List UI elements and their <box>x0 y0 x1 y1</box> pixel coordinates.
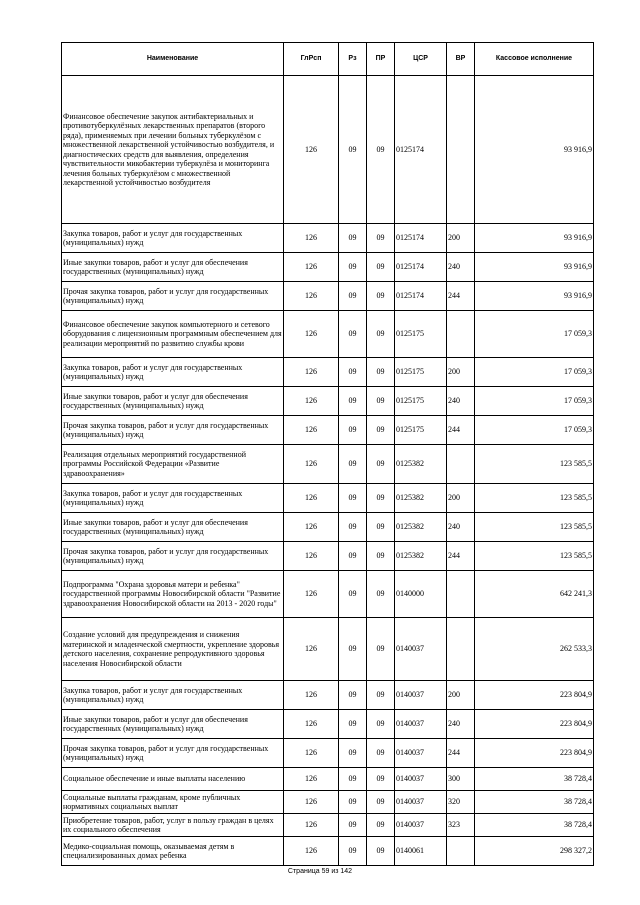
header-name: Наименование <box>62 43 284 76</box>
row-vr: 200 <box>447 484 475 513</box>
row-glrsp: 126 <box>284 358 339 387</box>
table-body <box>62 76 594 866</box>
row-name: Социальное обеспечение и иные выплаты населению <box>62 768 284 791</box>
table-row <box>62 484 594 513</box>
row-rz: 09 <box>339 681 367 710</box>
row-amount: 223 804,9 <box>475 681 594 710</box>
row-vr: 200 <box>447 681 475 710</box>
row-csr: 0140037 <box>395 739 447 768</box>
row-amount: 17 059,3 <box>475 311 594 358</box>
row-pr: 09 <box>367 513 395 542</box>
table-row <box>62 837 594 866</box>
row-csr: 0140037 <box>395 791 447 814</box>
row-amount: 123 585,5 <box>475 513 594 542</box>
row-glrsp: 126 <box>284 416 339 445</box>
row-csr: 0125382 <box>395 513 447 542</box>
row-amount: 38 728,4 <box>475 814 594 837</box>
table-header-row <box>62 43 594 76</box>
row-amount: 123 585,5 <box>475 445 594 484</box>
row-glrsp: 126 <box>284 542 339 571</box>
row-name: Прочая закупка товаров, работ и услуг для государственных (муниципальных) нужд <box>62 416 284 445</box>
row-vr <box>447 445 475 484</box>
row-vr: 240 <box>447 710 475 739</box>
row-name: Иные закупки товаров, работ и услуг для обеспечения государственных (муниципальных) нужд <box>62 513 284 542</box>
row-pr: 09 <box>367 387 395 416</box>
row-amount: 93 916,9 <box>475 76 594 224</box>
row-glrsp: 126 <box>284 837 339 866</box>
row-amount: 123 585,5 <box>475 542 594 571</box>
row-rz: 09 <box>339 542 367 571</box>
row-vr <box>447 76 475 224</box>
row-glrsp: 126 <box>284 224 339 253</box>
row-csr: 0125175 <box>395 358 447 387</box>
table-row <box>62 253 594 282</box>
row-glrsp: 126 <box>284 282 339 311</box>
row-rz: 09 <box>339 739 367 768</box>
row-glrsp: 126 <box>284 710 339 739</box>
row-glrsp: 126 <box>284 791 339 814</box>
row-rz: 09 <box>339 445 367 484</box>
row-name: Иные закупки товаров, работ и услуг для обеспечения государственных (муниципальных) нужд <box>62 387 284 416</box>
table-row <box>62 571 594 618</box>
row-rz: 09 <box>339 710 367 739</box>
row-pr: 09 <box>367 814 395 837</box>
row-rz: 09 <box>339 358 367 387</box>
row-csr: 0125382 <box>395 484 447 513</box>
table-row <box>62 791 594 814</box>
row-csr: 0140037 <box>395 681 447 710</box>
row-csr: 0140037 <box>395 618 447 681</box>
row-name: Социальные выплаты гражданам, кроме публичных нормативных социальных выплат <box>62 791 284 814</box>
row-vr: 244 <box>447 416 475 445</box>
page-number: Страница 59 из 142 <box>287 868 353 875</box>
row-amount: 93 916,9 <box>475 253 594 282</box>
row-vr: 320 <box>447 791 475 814</box>
row-csr: 0125174 <box>395 224 447 253</box>
row-name: Закупка товаров, работ и услуг для государственных (муниципальных) нужд <box>62 681 284 710</box>
row-vr <box>447 618 475 681</box>
row-amount: 17 059,3 <box>475 387 594 416</box>
row-glrsp: 126 <box>284 768 339 791</box>
row-pr: 09 <box>367 311 395 358</box>
row-vr: 244 <box>447 282 475 311</box>
row-vr: 244 <box>447 542 475 571</box>
row-amount: 38 728,4 <box>475 768 594 791</box>
row-pr: 09 <box>367 710 395 739</box>
row-csr: 0125382 <box>395 445 447 484</box>
table-row <box>62 282 594 311</box>
row-rz: 09 <box>339 224 367 253</box>
row-glrsp: 126 <box>284 76 339 224</box>
row-rz: 09 <box>339 618 367 681</box>
row-pr: 09 <box>367 681 395 710</box>
budget-table <box>61 42 594 866</box>
row-amount: 262 533,3 <box>475 618 594 681</box>
table-row <box>62 224 594 253</box>
row-amount: 93 916,9 <box>475 224 594 253</box>
row-name: Медико-социальная помощь, оказываемая детям в специализированных домах ребенка <box>62 837 284 866</box>
row-csr: 0125174 <box>395 282 447 311</box>
row-vr: 240 <box>447 253 475 282</box>
row-csr: 0125175 <box>395 311 447 358</box>
row-name: Создание условий для предупреждения и снижения материнской и младенческой смертности, укрепление здоровья детского населения, сохранение репродуктивного здоровья населения Новосибирской области <box>62 618 284 681</box>
row-glrsp: 126 <box>284 618 339 681</box>
row-glrsp: 126 <box>284 253 339 282</box>
row-rz: 09 <box>339 837 367 866</box>
row-rz: 09 <box>339 814 367 837</box>
row-glrsp: 126 <box>284 387 339 416</box>
row-pr: 09 <box>367 791 395 814</box>
row-name: Закупка товаров, работ и услуг для государственных (муниципальных) нужд <box>62 484 284 513</box>
table-row <box>62 445 594 484</box>
row-csr: 0125174 <box>395 253 447 282</box>
row-amount: 223 804,9 <box>475 739 594 768</box>
row-name: Финансовое обеспечение закупок компьютерного и сетевого оборудования с лицензионным программным обеспечением для реализации мероприятий по развитию службы крови <box>62 311 284 358</box>
table-row <box>62 710 594 739</box>
row-amount: 93 916,9 <box>475 282 594 311</box>
row-rz: 09 <box>339 768 367 791</box>
row-name: Прочая закупка товаров, работ и услуг для государственных (муниципальных) нужд <box>62 739 284 768</box>
row-name: Закупка товаров, работ и услуг для государственных (муниципальных) нужд <box>62 358 284 387</box>
row-vr <box>447 571 475 618</box>
row-pr: 09 <box>367 542 395 571</box>
table-row <box>62 768 594 791</box>
row-pr: 09 <box>367 76 395 224</box>
row-pr: 09 <box>367 618 395 681</box>
row-pr: 09 <box>367 445 395 484</box>
row-pr: 09 <box>367 416 395 445</box>
row-csr: 0140037 <box>395 710 447 739</box>
header-rz: Рз <box>339 43 367 76</box>
table-row <box>62 681 594 710</box>
row-pr: 09 <box>367 253 395 282</box>
row-rz: 09 <box>339 253 367 282</box>
row-pr: 09 <box>367 224 395 253</box>
row-glrsp: 126 <box>284 311 339 358</box>
row-glrsp: 126 <box>284 681 339 710</box>
row-pr: 09 <box>367 358 395 387</box>
row-amount: 17 059,3 <box>475 358 594 387</box>
row-csr: 0125175 <box>395 416 447 445</box>
table-row <box>62 76 594 224</box>
row-amount: 17 059,3 <box>475 416 594 445</box>
row-pr: 09 <box>367 739 395 768</box>
row-name: Приобретение товаров, работ, услуг в пользу граждан в целях их социального обеспечения <box>62 814 284 837</box>
row-amount: 223 804,9 <box>475 710 594 739</box>
row-csr: 0125175 <box>395 387 447 416</box>
header-csr: ЦСР <box>395 43 447 76</box>
table-row <box>62 387 594 416</box>
row-vr: 244 <box>447 739 475 768</box>
row-amount: 298 327,2 <box>475 837 594 866</box>
row-vr <box>447 311 475 358</box>
table-row <box>62 513 594 542</box>
row-rz: 09 <box>339 76 367 224</box>
row-name: Реализация отдельных мероприятий государственной программы Российской Федерации «Развитие здравоохранения» <box>62 445 284 484</box>
row-glrsp: 126 <box>284 513 339 542</box>
header-glrsp: ГлРсп <box>284 43 339 76</box>
row-rz: 09 <box>339 484 367 513</box>
row-vr: 200 <box>447 358 475 387</box>
row-name: Прочая закупка товаров, работ и услуг для государственных (муниципальных) нужд <box>62 542 284 571</box>
row-csr: 0140061 <box>395 837 447 866</box>
row-rz: 09 <box>339 571 367 618</box>
row-rz: 09 <box>339 311 367 358</box>
row-glrsp: 126 <box>284 814 339 837</box>
row-pr: 09 <box>367 837 395 866</box>
row-vr: 240 <box>447 387 475 416</box>
row-csr: 0140000 <box>395 571 447 618</box>
row-amount: 38 728,4 <box>475 791 594 814</box>
table-row <box>62 311 594 358</box>
table-row <box>62 358 594 387</box>
row-glrsp: 126 <box>284 484 339 513</box>
header-pr: ПР <box>367 43 395 76</box>
row-vr: 300 <box>447 768 475 791</box>
row-name: Финансовое обеспечение закупок антибактериальных и противотуберкулёзных лекарственных препаратов (второго ряда), применяемых при лечении больных туберкулёзом с множественной лекарственной устойчивостью возбудителя, и диагностических средств для выявления, определения чувствительности микобактерии туберкулёза и мониторинга лечения больных туберкулёзом с множественной лекарственной устойчивостью возбудителя <box>62 76 284 224</box>
row-csr: 0125174 <box>395 76 447 224</box>
row-rz: 09 <box>339 282 367 311</box>
row-rz: 09 <box>339 791 367 814</box>
row-csr: 0125382 <box>395 542 447 571</box>
row-rz: 09 <box>339 387 367 416</box>
row-rz: 09 <box>339 513 367 542</box>
row-pr: 09 <box>367 768 395 791</box>
row-vr: 200 <box>447 224 475 253</box>
row-name: Иные закупки товаров, работ и услуг для обеспечения государственных (муниципальных) нужд <box>62 710 284 739</box>
row-vr <box>447 837 475 866</box>
table-row <box>62 739 594 768</box>
row-glrsp: 126 <box>284 571 339 618</box>
table-row <box>62 814 594 837</box>
table-row <box>62 416 594 445</box>
table-row <box>62 542 594 571</box>
row-pr: 09 <box>367 571 395 618</box>
table-row <box>62 618 594 681</box>
header-vr: ВР <box>447 43 475 76</box>
row-amount: 123 585,5 <box>475 484 594 513</box>
row-vr: 323 <box>447 814 475 837</box>
row-glrsp: 126 <box>284 445 339 484</box>
row-name: Прочая закупка товаров, работ и услуг для государственных (муниципальных) нужд <box>62 282 284 311</box>
row-rz: 09 <box>339 416 367 445</box>
row-amount: 642 241,3 <box>475 571 594 618</box>
row-name: Подпрограмма "Охрана здоровья матери и ребенка" государственной программы Новосибирской области "Развитие здравоохранения Новосибирской области на 2013 - 2020 годы" <box>62 571 284 618</box>
header-amount: Кассовое исполнение <box>475 43 594 76</box>
row-name: Закупка товаров, работ и услуг для государственных (муниципальных) нужд <box>62 224 284 253</box>
row-vr: 240 <box>447 513 475 542</box>
row-csr: 0140037 <box>395 814 447 837</box>
row-pr: 09 <box>367 282 395 311</box>
row-glrsp: 126 <box>284 739 339 768</box>
row-csr: 0140037 <box>395 768 447 791</box>
row-pr: 09 <box>367 484 395 513</box>
row-name: Иные закупки товаров, работ и услуг для обеспечения государственных (муниципальных) нужд <box>62 253 284 282</box>
